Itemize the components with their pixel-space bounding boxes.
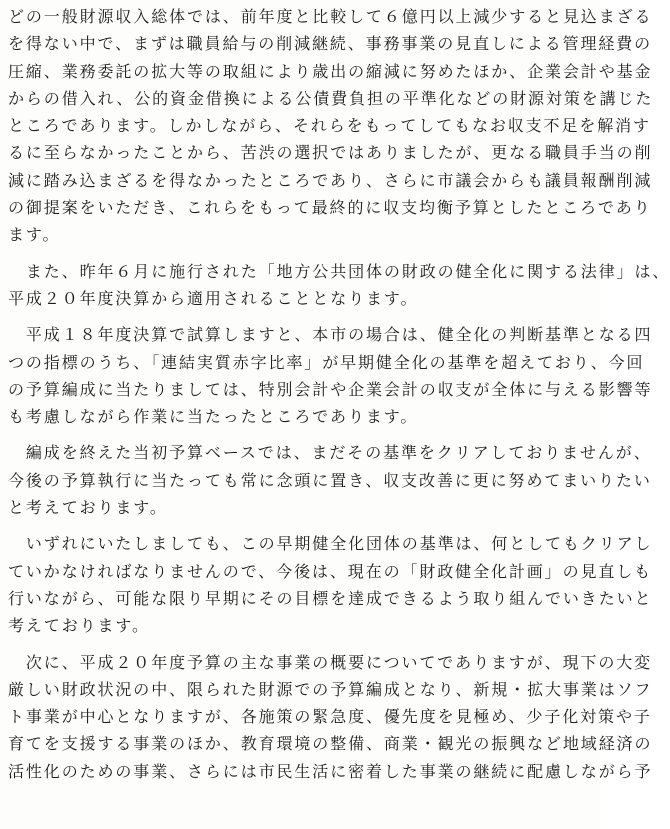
paragraph [8,530,653,639]
paragraph [8,649,653,785]
paragraph-gap [8,640,600,649]
text-line: ト事業が中心となりますが、各施策の緊急度、優先度を見極め、少子化対策や子 [8,707,652,727]
paragraph [8,321,653,430]
text-line: 編成を終えた当初予算ベースでは、まだその基準をクリアしておりませんが、 [8,443,652,463]
text-line: と考えております。 [8,498,168,518]
text-line: の予算編成に当たりましては、特別会計や企業会計の収支が全体に与える影響等 [8,379,653,399]
paragraph [8,258,670,313]
text-line: 今後の予算執行に当たっても常に念頭に置き、収支改善に更に努めてまいりたい [8,470,652,490]
text-line: いずれにいたしましても、この早期健全化団体の基準は、何としてもクリアし [8,534,653,554]
paragraph-gap [8,521,600,530]
paragraph-gap [8,312,600,321]
text-line: 活性化のための事業、さらには市民生活に密着した事業の継続に配慮しながら予 [8,761,653,781]
paragraph-gap [8,430,600,439]
text-line: 育てを支援する事業のほか、教育環境の整備、商業・観光の振興など地域経済の [8,734,653,754]
paragraph-gap [8,249,600,258]
text-line: 減に踏み込まざるを得なかったところであり、さらに市議会からも議員報酬削減 [8,170,653,190]
text-line: つの指標のうち、「連結実質赤字比率」が早期健全化の基準を超えており、今回 [8,352,645,372]
text-line: ところであります。しかしながら、それらをもってしてもなお収支不足を解消す [8,116,651,136]
text-line: 平成２０年度決算から適用されることとなります。 [8,288,419,308]
paragraph [8,3,654,249]
text-line: また、昨年６月に施行された「地方公共団体の財政の健全化に関する法律」は、 [8,261,670,281]
text-line: 厳しい財政状況の中、限られた財源での予算編成となり、新規・拡大事業はソフ [8,679,653,699]
text-line: も考慮しながら作業に当たったところであります。 [8,407,419,427]
text-line: 次に、平成２０年度予算の主な事業の概要についてでありますが、現下の大変 [8,652,653,672]
text-line: を得ない中で、まずは職員給与の削減継続、事務事業の見直しによる管理経費の [8,34,653,54]
text-line: るに至らなかったことから、苦渋の選択ではありましたが、更なる職員手当の削 [8,143,653,163]
text-line: の御提案をいただき、これらをもって最終的に収支均衡予算としたところであり [8,198,652,218]
text-line: 平成１８年度決算で試算しますと、本市の場合は、健全化の判断基準となる四 [8,325,653,345]
text-line: からの借入れ、公的資金借換による公債費負担の平準化などの財源対策を講じた [8,88,654,108]
text-line: ます。 [8,225,61,245]
text-line: 行いながら、可能な限り早期にその目標を達成できるよう取り組んでいきたいと [8,588,653,608]
text-line: 圧縮、業務委託の拡大等の取組により歳出の縮減に努めたほか、企業会計や基金 [8,61,653,81]
text-line: 考えております。 [8,616,150,636]
text-line: ていかなければなりませんので、今後は、現在の「財政健全化計画」の見直しも [8,561,653,581]
paragraph [8,439,652,521]
text-line: どの一般財源収入総体では、前年度と比較して６億円以上減少すると見込まざる [8,7,653,26]
